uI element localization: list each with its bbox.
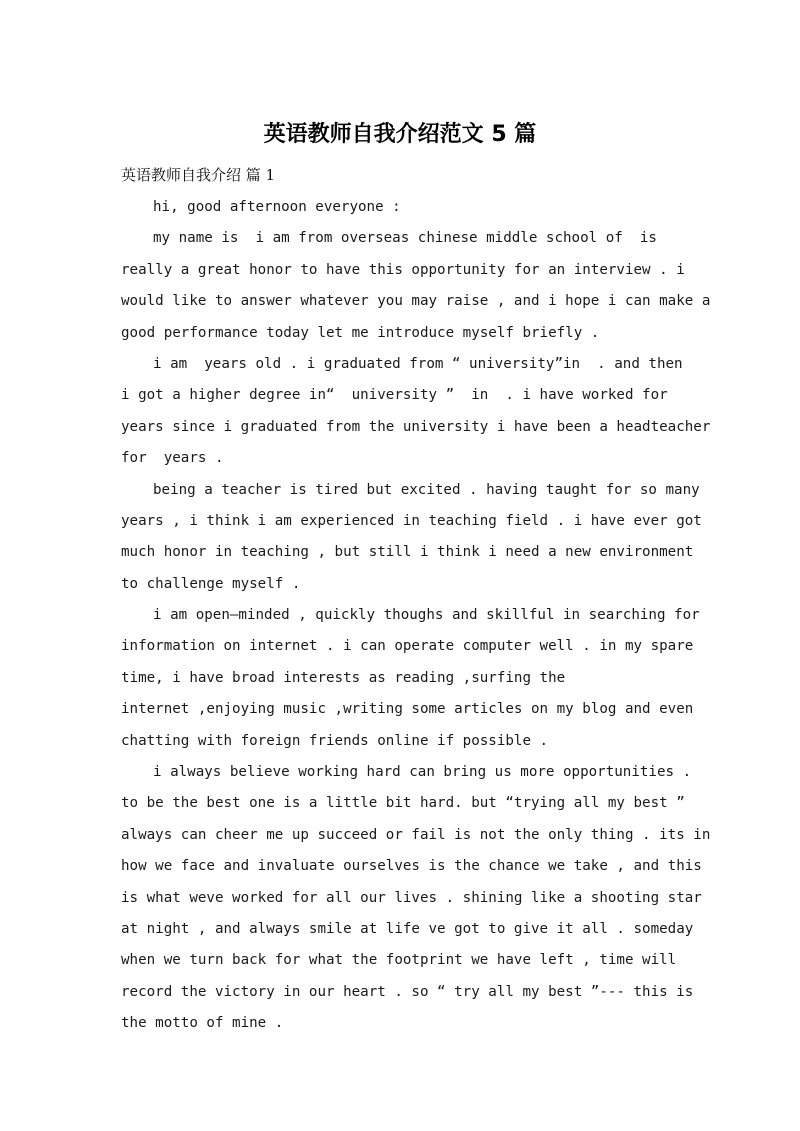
text-line: i always believe working hard can bring us more opportunities . bbox=[153, 764, 692, 781]
text-line: much honor in teaching , but still i think i need a new environment bbox=[121, 544, 694, 561]
text-line: time, i have broad interests as reading ,surfing the bbox=[121, 669, 566, 686]
text-line: how we face and invaluate ourselves is the chance we take , and this bbox=[121, 858, 702, 875]
document-title: 英语教师自我介绍范文 5 篇 bbox=[263, 122, 537, 147]
text-line: information on internet . i can operate computer well . in my spare bbox=[121, 638, 694, 655]
text-line: record the victory in our heart . so “ try all my best ”--- this is bbox=[121, 983, 694, 1000]
text-line: being a teacher is tired but excited . having taught for so many bbox=[153, 481, 700, 498]
document-body bbox=[121, 192, 711, 1040]
text-line: years , i think i am experienced in teaching field . i have ever got bbox=[121, 512, 702, 529]
text-line: internet ,enjoying music ,writing some articles on my blog and even bbox=[121, 701, 694, 718]
text-line: chatting with foreign friends online if possible . bbox=[121, 732, 549, 749]
text-line: i am years old . i graduated from “ university”in . and then bbox=[153, 355, 683, 372]
text-line: really a great honor to have this opportunity for an interview . i bbox=[121, 261, 685, 278]
text-line: would like to answer whatever you may raise , and i hope i can make a bbox=[121, 293, 711, 310]
text-line: years since i graduated from the university i have been a headteacher bbox=[121, 418, 711, 435]
text-line: is what weve worked for all our lives . shining like a shooting star bbox=[121, 889, 702, 906]
text-line: when we turn back for what the footprint we have left , time will bbox=[121, 952, 677, 969]
text-line: always can cheer me up succeed or fail is not the only thing . its in bbox=[121, 826, 711, 843]
text-line: my name is i am from overseas chinese middle school of is bbox=[153, 230, 657, 247]
text-line: at night , and always smile at life ve got to give it all . someday bbox=[121, 920, 694, 937]
text-line: for years . bbox=[121, 450, 224, 467]
text-line: good performance today let me introduce myself briefly . bbox=[121, 324, 600, 341]
text-line: to challenge myself . bbox=[121, 575, 301, 592]
text-line: i got a higher degree in“ university ” in . i have worked for bbox=[121, 387, 668, 404]
text-line: to be the best one is a little bit hard. but “trying all my best ” bbox=[121, 795, 685, 812]
text-line: i am open—minded , quickly thoughs and skillful in searching for bbox=[153, 607, 700, 624]
text-line: the motto of mine . bbox=[121, 1015, 284, 1032]
text-line: hi, good afternoon everyone : bbox=[153, 199, 401, 215]
section-heading: 英语教师自我介绍 篇 1 bbox=[121, 166, 276, 184]
